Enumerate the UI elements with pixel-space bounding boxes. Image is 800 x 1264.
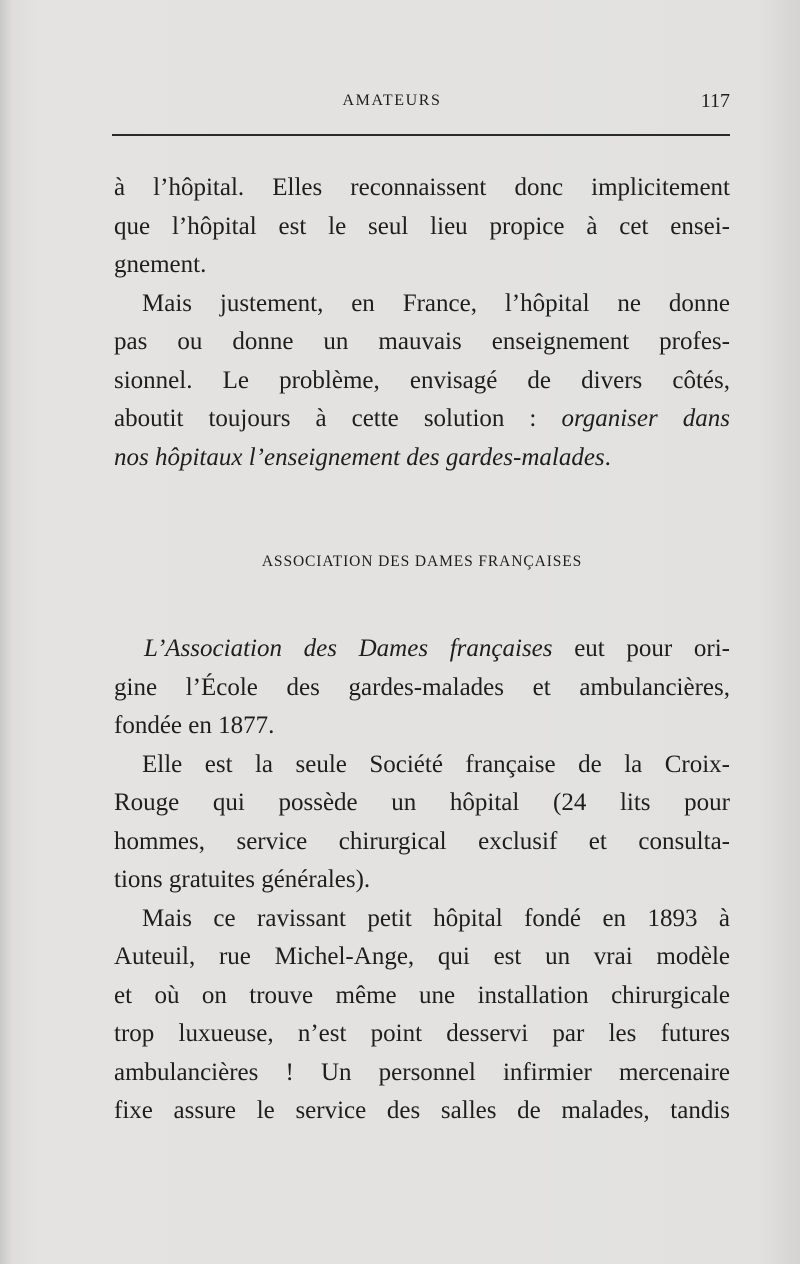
text-line: Mais ce ravissant petit hôpital fondé en 1893 à (142, 904, 730, 932)
text-line: hommes, service chirurgical exclusif et consulta- (114, 827, 730, 855)
text-line: gine l’École des gardes-malades et ambulancières, (114, 673, 730, 701)
text-line: Auteuil, rue Michel-Ange, qui est un vrai modèle (114, 943, 730, 970)
text-line (114, 439, 730, 478)
running-title: AMATEURS (342, 92, 442, 109)
text-line: à l’hôpital. Elles reconnaissent donc implicitement (114, 174, 730, 201)
text-line: Rouge qui possède un hôpital (24 lits pour (114, 789, 730, 816)
text-line: gnement. (114, 251, 207, 278)
text-line (114, 630, 730, 669)
section-heading: ASSOCIATION DES DAMES FRANÇAISES (261, 553, 583, 570)
paragraph-block-1 (114, 169, 730, 477)
text-line: trop luxueuse, n’est point desservi par les futures (114, 1020, 730, 1047)
running-head (112, 90, 736, 118)
text-line: tions gratuites générales). (114, 866, 371, 893)
text-plain: . (604, 443, 611, 471)
text-line: fondée en 1877. (114, 712, 275, 739)
text-line: ambulancières ! Un personnel infirmier mercenaire (114, 1058, 730, 1086)
text-italic: L’Association des Dames françaises (144, 635, 553, 662)
text-line: pas ou donne un mauvais enseignement profes- (114, 328, 730, 355)
text-line: fixe assure le service des salles de malades, tandis (114, 1097, 730, 1124)
page-number: 117 (700, 90, 730, 112)
text-line: et où on trouve même une installation chirurgicale (114, 981, 730, 1009)
text-line: que l’hôpital est le seul lieu propice à cet ensei- (114, 212, 730, 240)
text-line (114, 400, 730, 439)
paragraph-block-2 (114, 630, 730, 1131)
text-line: Elle est la seule Société française de la Croix- (142, 750, 730, 778)
text-line: sionnel. Le problème, envisagé de divers côtés, (114, 366, 730, 394)
text-line: Mais justement, en France, l’hôpital ne donne (142, 289, 730, 317)
text-italic: organiser dans (561, 405, 731, 432)
text-plain: eut pour ori- (552, 635, 730, 662)
header-rule (112, 134, 730, 136)
text-italic: nos hôpitaux l’enseignement des gardes-malades (114, 443, 605, 471)
text-plain: aboutit toujours à cette solution : (114, 405, 562, 432)
